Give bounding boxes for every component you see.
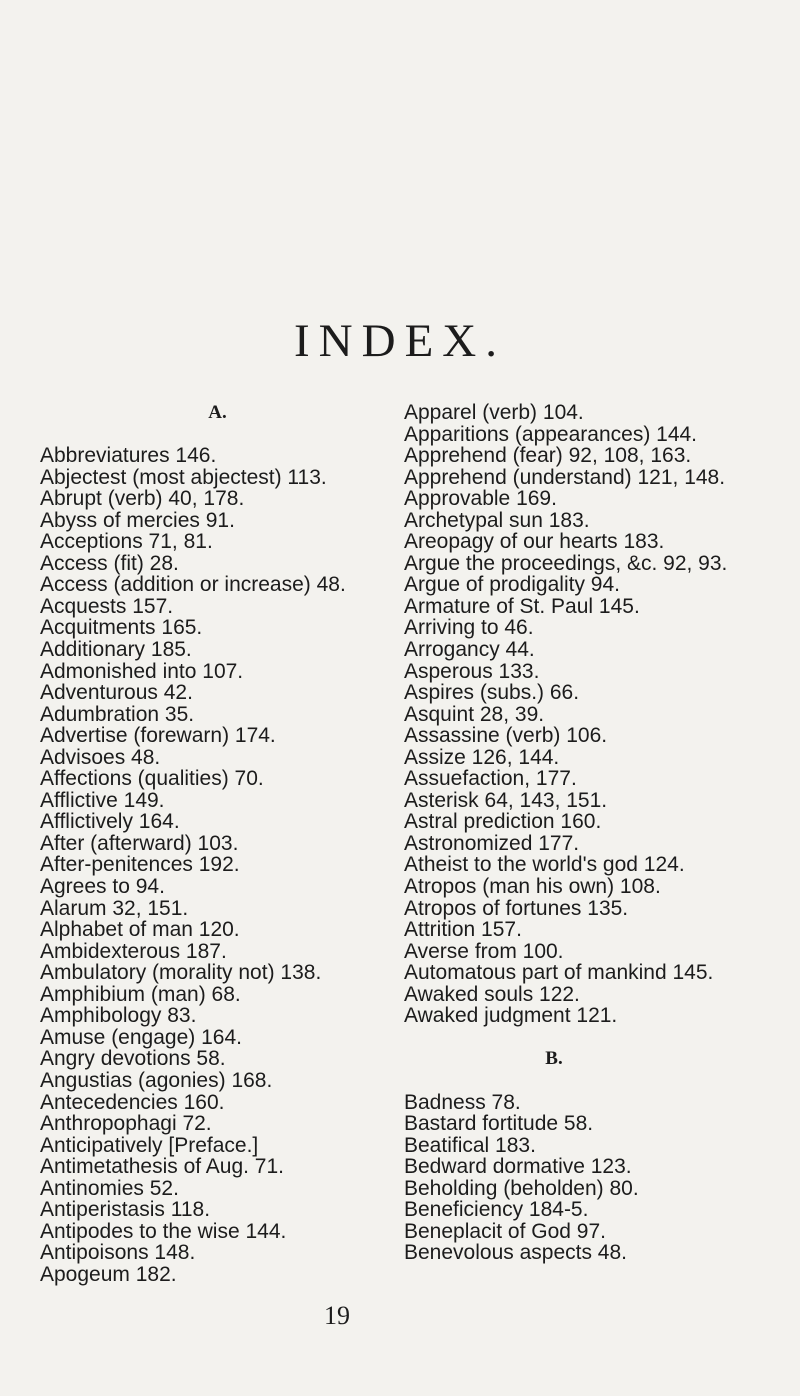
index-entry: Assuefaction, 177. [404, 767, 577, 791]
index-entry: Acceptions 71, 81. [40, 530, 213, 554]
index-entry: Arriving to 46. [404, 616, 534, 640]
index-entry: Affections (qualities) 70. [40, 767, 264, 791]
index-entry: Bastard fortitude 58. [404, 1112, 594, 1136]
index-entry: Arrogancy 44. [404, 638, 535, 662]
index-entry: Astral prediction 160. [404, 810, 602, 834]
index-entry: Beneplacit of God 97. [404, 1219, 606, 1243]
index-entry: Beholding (beholden) 80. [404, 1176, 639, 1200]
index-entry: Approvable 169. [404, 487, 557, 511]
index-entry: Asperous 133. [404, 659, 540, 683]
index-entry: Ambulatory (morality not) 138. [40, 961, 322, 985]
index-entry: Aspires (subs.) 66. [404, 681, 580, 705]
index-entry: Agrees to 94. [40, 875, 165, 899]
index-entry: Amphibium (man) 68. [40, 982, 241, 1006]
index-entry: Acquests 157. [40, 594, 174, 618]
section-letter-a: A. [208, 402, 227, 423]
index-entry: Amuse (engage) 164. [40, 1025, 242, 1049]
index-entry: Abrupt (verb) 40, 178. [40, 487, 245, 511]
left-entries-list [40, 445, 395, 1285]
index-entry: Atheist to the world's god 124. [404, 853, 685, 877]
index-entry: Apprehend (understand) 121, 148. [404, 465, 726, 489]
index-entry: Apogeum 182. [40, 1262, 177, 1286]
left-column [40, 402, 395, 1285]
index-entry: Adumbration 35. [40, 702, 195, 726]
index-entry: Angry devotions 58. [40, 1047, 226, 1071]
page-number: 19 [324, 1301, 350, 1330]
index-entry: Averse from 100. [404, 939, 564, 963]
index-entry: Angustias (agonies) 168. [40, 1068, 273, 1092]
index-entry: Advisoes 48. [40, 745, 161, 769]
right-entries-list-b [404, 1092, 794, 1264]
section-letter-b: B. [545, 1048, 563, 1070]
index-entry: Alphabet of man 120. [40, 918, 240, 942]
index-entry: Awaked judgment 121. [404, 1004, 618, 1028]
index-entry: Armature of St. Paul 145. [404, 594, 640, 618]
index-entry: Awaked souls 122. [404, 982, 580, 1006]
index-entry: Attrition 157. [404, 918, 522, 942]
index-entry: After (afterward) 103. [40, 831, 239, 855]
right-entries-list-a [404, 402, 794, 1027]
index-entry: Beatifical 183. [404, 1133, 536, 1157]
index-entry: Asquint 28, 39. [404, 702, 545, 726]
index-entry: Anthropophagi 72. [40, 1112, 212, 1136]
index-entry: Abbreviatures 146. [40, 444, 217, 468]
index-entry: Assassine (verb) 106. [404, 724, 608, 748]
index-entry: Adventurous 42. [40, 681, 193, 705]
index-entry: Amphibology 83. [40, 1004, 197, 1028]
index-entry: Advertise (forewarn) 174. [40, 724, 276, 748]
index-entry: Asterisk 64, 143, 151. [404, 788, 608, 812]
index-entry: Benevolous aspects 48. [404, 1241, 627, 1265]
index-entry: Abjectest (most abjectest) 113. [40, 465, 327, 489]
index-entry: Argue the proceedings, &c. 92, 93. [404, 551, 728, 575]
index-entry: Alarum 32, 151. [40, 896, 189, 920]
index-entry: Apparel (verb) 104. [404, 401, 584, 424]
index-entry: Archetypal sun 183. [404, 508, 590, 532]
index-entry: Apparitions (appearances) 144. [404, 422, 698, 446]
index-entry: Ambidexterous 187. [40, 939, 227, 963]
index-entry: Access (addition or increase) 48. [40, 573, 346, 597]
index-entry: After-penitences 192. [40, 853, 240, 877]
index-entry: Anticipatively [Preface.] [40, 1133, 259, 1157]
index-entry: Antipodes to the wise 144. [40, 1219, 287, 1243]
index-entry: Badness 78. [404, 1090, 521, 1114]
index-entry: Afflictively 164. [40, 810, 180, 834]
page-title: INDEX. [294, 315, 506, 367]
index-entry: Bedward dormative 123. [404, 1155, 632, 1179]
index-entry: Antipoisons 148. [40, 1241, 196, 1265]
index-entry: Antimetathesis of Aug. 71. [40, 1155, 284, 1179]
index-entry: Antinomies 52. [40, 1176, 179, 1200]
index-entry: Access (fit) 28. [40, 551, 179, 575]
index-entry: Antecedencies 160. [40, 1090, 225, 1114]
index-entry: Apprehend (fear) 92, 108, 163. [404, 444, 692, 468]
index-entry: Atropos (man his own) 108. [404, 875, 661, 899]
index-entry: Assize 126, 144. [404, 745, 560, 769]
right-column [404, 402, 794, 1264]
index-entry: Afflictive 149. [40, 788, 165, 812]
index-entry: Atropos of fortunes 135. [404, 896, 629, 920]
index-entry: Argue of prodigality 94. [404, 573, 620, 597]
index-entry: Antiperistasis 118. [40, 1198, 211, 1222]
index-entry: Additionary 185. [40, 638, 192, 662]
index-entry: Abyss of mercies 91. [40, 508, 235, 532]
index-entry: Astronomized 177. [404, 831, 580, 855]
index-entry: Automatous part of mankind 145. [404, 961, 714, 985]
index-entry: Acquitments 165. [40, 616, 203, 640]
index-entry: Admonished into 107. [40, 659, 244, 683]
index-entry: Areopagy of our hearts 183. [404, 530, 665, 554]
index-entry: Beneficiency 184-5. [404, 1198, 589, 1222]
